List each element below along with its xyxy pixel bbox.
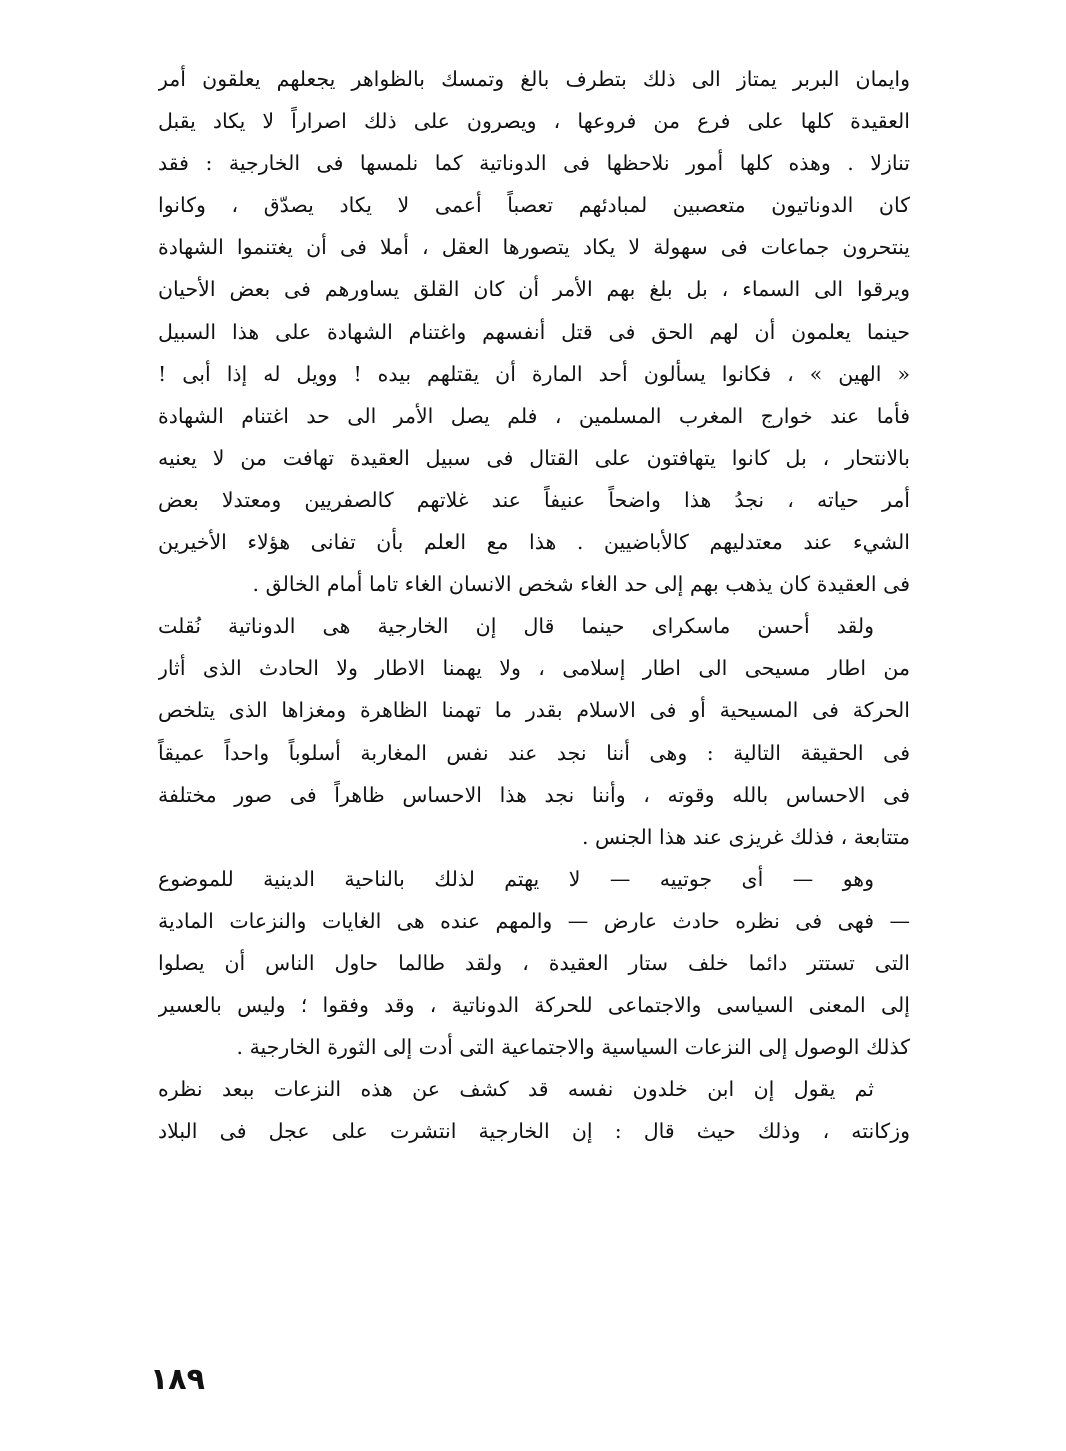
text-line-19: متتابعة ، فذلك غريزى عند هذا الجنس .: [581, 824, 910, 849]
text-line-11: أمر حياته ، نجدُ هذا واضحاً عنيفاً عند غلاتهم كالصفريين ومعتدلا بعض: [158, 487, 910, 512]
text-line-12: الشيء عند معتدليهم كالأباضيين . هذا مع العلم بأن تفانى هؤلاء الأخيرين: [158, 530, 910, 555]
text-line-13: فى العقيدة كان يذهب بهم إلى حد الغاء شخص الانسان الغاء تاما أمام الخالق .: [252, 572, 910, 597]
text-line-24: كذلك الوصول إلى النزعات السياسية والاجتماعية التى أدت إلى الثورة الخارجية .: [236, 1035, 910, 1060]
text-line-23: إلى المعنى السياسى والاجتماعى للحركة الدوناتية ، وقد وفقوا ؛ وليس بالعسير: [158, 993, 910, 1018]
body-text: [158, 58, 910, 1152]
text-line-18: فى الاحساس بالله وقوته ، وأننا نجد هذا الاحساس ظاهراً فى صور مختلفة: [158, 782, 910, 807]
text-line-17: فى الحقيقة التالية : وهى أننا نجد عند نفس المغاربة أسلوباً واحداً عميقاً: [158, 740, 910, 765]
text-line-21: — فهى فى نظره حادث عارض — والمهم عنده هى الغايات والنزعات المادية: [158, 908, 910, 933]
text-line-3: تنازلا . وهذه كلها أمور نلاحظها فى الدوناتية كما نلمسها فى الخارجية : فقد: [158, 151, 910, 176]
text-line-5: ينتحرون جماعات فى سهولة لا يكاد يتصورها العقل ، أملا فى أن يغتنموا الشهادة: [158, 235, 910, 260]
text-line-9: فأما عند خوارج المغرب المسلمين ، فلم يصل الأمر الى حد اغتنام الشهادة: [158, 403, 910, 428]
text-line-6: ويرقوا الى السماء ، بل بلغ بهم الأمر أن كان القلق يساورهم فى بعض الأحيان: [158, 277, 910, 302]
text-line-26: وزكانته ، وذلك حيث قال : إن الخارجية انتشرت على عجل فى البلاد: [158, 1119, 910, 1144]
text-line-22: التى تستتر دائما خلف ستار العقيدة ، ولقد طالما حاول الناس أن يصلوا: [158, 950, 910, 975]
text-line-25: ثم يقول إن ابن خلدون نفسه قد كشف عن هذه النزعات ببعد نظره: [158, 1077, 874, 1102]
text-line-20: وهو — أى جوتييه — لا يهتم لذلك بالناحية الدينية للموضوع: [158, 866, 874, 891]
text-line-14: ولقد أحسن ماسكراى حينما قال إن الخارجية هى الدوناتية نُقلت: [158, 614, 874, 639]
text-line-4: كان الدوناتيون متعصبين لمبادئهم تعصباً أعمى لا يكاد يصدّق ، وكانوا: [158, 193, 910, 218]
text-line-16: الحركة فى المسيحية أو فى الاسلام بقدر ما تهمنا الظاهرة ومغزاها الذى يتلخص: [158, 698, 910, 723]
text-line-1: وايمان البربر يمتاز الى ذلك بتطرف بالغ وتمسك بالظواهر يجعلهم يعلقون أمر: [158, 67, 910, 91]
text-line-2: العقيدة كلها على فرع من فروعها ، ويصرون على ذلك اصراراً لا يكاد يقبل: [158, 109, 910, 134]
page-number: ١٨٩: [150, 1362, 205, 1397]
text-line-10: بالانتحار ، بل كانوا يتهافتون على القتال فى سبيل العقيدة تهافت من لا يعنيه: [158, 445, 910, 470]
text-line-8: « الهين » ، فكانوا يسألون أحد المارة أن يقتلهم بيده ! وويل له إذا أبى !: [158, 361, 910, 386]
text-line-15: من اطار مسيحى الى اطار إسلامى ، ولا يهمنا الاطار ولا الحادث الذى أثار: [158, 656, 910, 681]
text-line-7: حينما يعلمون أن لهم الحق فى قتل أنفسهم واغتنام الشهادة على هذا السبيل: [158, 319, 910, 344]
